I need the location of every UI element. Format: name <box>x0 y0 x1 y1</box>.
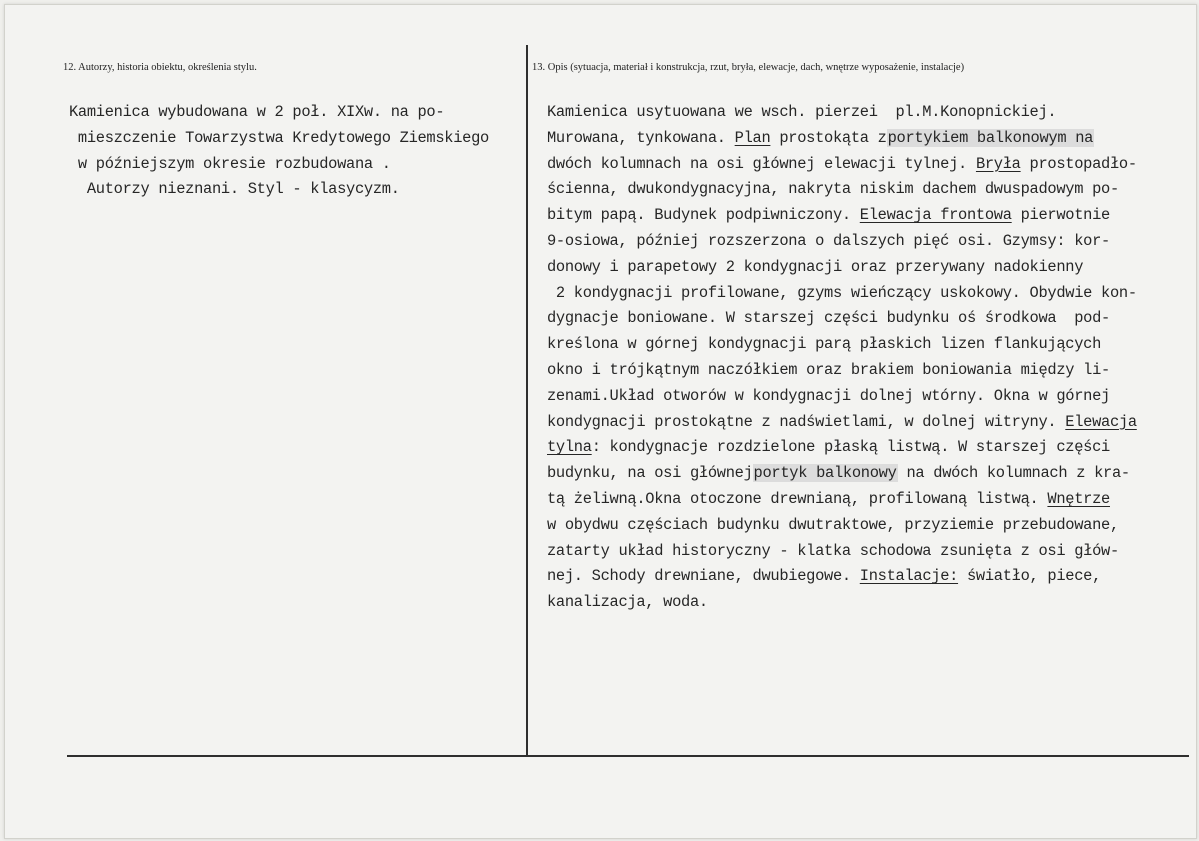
text-line <box>547 513 1137 539</box>
text-segment: na dwóch kolumnach z kra- <box>897 464 1130 483</box>
text-segment: kanalizacja, woda. <box>547 593 708 612</box>
text-line <box>547 564 1137 590</box>
text-segment: Autorzy nieznani. Styl - klasycyzm. <box>69 180 400 199</box>
text-segment: nej. Schody drewniane, dwubiegowe. <box>547 567 860 586</box>
underlined-term: Instalacje: <box>859 567 959 586</box>
text-segment: zatarty układ historyczny - klatka schodowa zsunięta z osi głów- <box>547 541 1119 560</box>
text-segment: Kamienica wybudowana w 2 poł. XIXw. na po- <box>69 103 445 121</box>
text-line <box>547 384 1137 410</box>
highlighted-phrase: portykiem balkonowym na <box>887 128 1094 147</box>
text-segment: prostopadło- <box>1020 154 1137 173</box>
text-segment: budynku, na osi głównej <box>547 464 753 483</box>
text-line <box>547 461 1137 487</box>
section-13-text <box>547 100 1137 616</box>
text-segment: w późniejszym okresie rozbudowana . <box>69 154 391 173</box>
text-line <box>547 332 1137 358</box>
text-line <box>547 100 1137 126</box>
underlined-term: Elewacja frontowa <box>859 206 1012 225</box>
text-segment: dwóch kolumnach na osi głównej elewacji tylnej. <box>547 154 976 173</box>
text-segment: tą żeliwną.Okna otoczone drewnianą, profilowaną listwą. <box>547 489 1048 508</box>
text-line <box>547 255 1137 281</box>
text-segment: : kondygnacje rozdzielone płaską listwą. W starszej części <box>591 438 1110 457</box>
text-segment: 9-osiowa, później rozszerzona o dalszych pięć osi. Gzymsy: kor- <box>547 231 1110 250</box>
underlined-term: Elewacja <box>1065 412 1137 431</box>
text-segment: 2 kondygnacji profilowane, gzyms wieńczący uskokowy. Obydwie kon- <box>547 283 1137 302</box>
underlined-term: tylna <box>547 438 592 457</box>
text-line <box>69 100 489 126</box>
text-line <box>547 281 1137 307</box>
inventory-card <box>4 4 1197 839</box>
text-line <box>69 152 489 178</box>
text-segment: bitym papą. Budynek podpiwniczony. <box>547 206 860 225</box>
text-line <box>69 126 489 152</box>
text-line <box>69 177 489 203</box>
text-segment: Murowana, tynkowana. <box>547 128 735 147</box>
text-segment: pierwotnie <box>1011 206 1110 225</box>
text-segment: mieszczenie Towarzystwa Kredytowego Ziemskiego <box>69 128 489 147</box>
text-segment: w obydwu częściach budynku dwutraktowe, przyziemie przebudowane, <box>547 515 1119 534</box>
text-segment: okno i trójkątnym naczółkiem oraz brakiem boniowania między li- <box>547 360 1110 379</box>
text-segment: dygnacje boniowane. W starszej części budynku oś środkowa pod- <box>547 309 1110 328</box>
section-12-heading: 12. Autorzy, historia obiektu, określenia stylu. <box>63 62 257 73</box>
underlined-term: Plan <box>734 128 771 147</box>
text-line <box>547 539 1137 565</box>
section-13-heading: 13. Opis (sytuacja, materiał i konstrukcja, rzut, bryła, elewacje, dach, wnętrze wyposażenie, instalacje) <box>532 62 965 73</box>
text-line <box>547 590 1137 616</box>
text-segment: donowy i parapetowy 2 kondygnacji oraz przerywany nadokienny <box>547 257 1084 276</box>
underlined-term: Bryła <box>975 154 1021 173</box>
text-line <box>547 152 1137 178</box>
text-line <box>547 229 1137 255</box>
text-segment: zenami.Układ otworów w kondygnacji dolnej wtórny. Okna w górnej <box>547 386 1110 405</box>
text-segment: światło, piece, <box>958 567 1102 586</box>
text-line <box>547 203 1137 229</box>
text-line <box>547 126 1137 152</box>
text-line <box>547 177 1137 203</box>
bottom-rule <box>67 755 1189 757</box>
section-12-text <box>69 100 489 203</box>
text-segment: Kamienica usytuowana we wsch. pierzei pl.M.Konopnickiej. <box>547 103 1057 121</box>
text-line <box>547 435 1137 461</box>
text-segment: prostokąta z <box>770 128 887 147</box>
text-segment: ścienna, dwukondygnacyjna, nakryta niskim dachem dwuspadowym po- <box>547 180 1119 199</box>
text-line <box>547 358 1137 384</box>
highlighted-phrase: portyk balkonowy <box>753 464 897 483</box>
text-line <box>547 410 1137 436</box>
text-line <box>547 487 1137 513</box>
text-segment: kreślona w górnej kondygnacji parą płaskich lizen flankujących <box>547 335 1102 354</box>
text-segment: kondygnacji prostokątne z nadświetlami, w dolnej witryny. <box>547 412 1066 431</box>
text-line <box>547 306 1137 332</box>
column-divider <box>526 45 528 757</box>
underlined-term: Wnętrze <box>1047 489 1110 508</box>
